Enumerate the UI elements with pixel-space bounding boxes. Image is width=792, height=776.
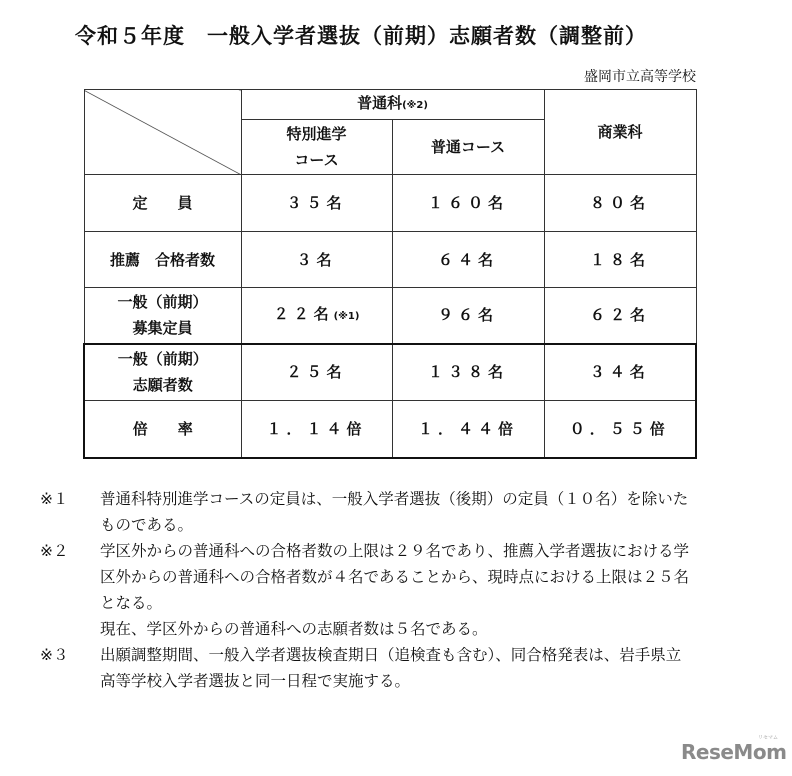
- header-special-line1: 特別進学: [286, 125, 347, 143]
- row-label: 推薦 合格者数: [84, 232, 241, 288]
- footnote-3: [40, 642, 770, 694]
- footnote-mark: ※３: [40, 646, 69, 664]
- cell-value: １８名: [544, 232, 696, 288]
- footnotes: [40, 486, 770, 694]
- header-special-line2: コース: [294, 151, 339, 169]
- footnote-line: 出願調整期間、一般入学者選抜検査期日（追検査も含む）、同合格発表は、岩手県立: [100, 646, 682, 664]
- footnote-line: ものである。: [100, 516, 194, 534]
- footnote-line: 現在、学区外からの普通科への志願者数は５名である。: [100, 620, 488, 638]
- cell-value: ３名: [241, 232, 392, 288]
- row-label: [84, 344, 241, 401]
- row-label-line1: 一般（前期）: [117, 293, 208, 312]
- school-name: 盛岡市立高等学校: [584, 69, 696, 85]
- logo-subtext: リセマム: [758, 735, 778, 741]
- cell-value: ９６名: [392, 288, 544, 344]
- cell-value: ０．５５倍: [544, 401, 696, 458]
- table-row: [84, 232, 696, 288]
- cell-value: １．１４倍: [241, 401, 392, 458]
- footnote-line: 高等学校入学者選抜と同一日程で実施する。: [100, 672, 411, 690]
- table-row-highlighted: [84, 344, 696, 401]
- cell-value: ２５名: [241, 344, 392, 401]
- header-regular-course: 普通コース: [392, 120, 544, 175]
- row-label: 倍 率: [84, 401, 241, 458]
- cell-value-text: ２２名: [273, 304, 334, 323]
- table-row: [84, 288, 696, 344]
- footnote-mark: ※１: [40, 490, 69, 508]
- row-label: [84, 288, 241, 344]
- cell-value: ３４名: [544, 344, 696, 401]
- cell-value: ８０名: [544, 175, 696, 232]
- header-special-course: [241, 120, 392, 175]
- corner-diagonal-cell: [84, 90, 241, 175]
- cell-value: [241, 288, 392, 344]
- cell-value: １．４４倍: [392, 401, 544, 458]
- cell-value: ６２名: [544, 288, 696, 344]
- header-general-label: 普通科: [357, 94, 403, 112]
- cell-value: １６０名: [392, 175, 544, 232]
- footnote-line: となる。: [100, 594, 163, 612]
- row-label-line2: 募集定員: [132, 319, 193, 338]
- footnote-line: 区外からの普通科への合格者数が４名であることから、現時点における上限は２５名: [100, 568, 690, 586]
- header-commerce: 商業科: [544, 90, 696, 175]
- resemom-logo: ReseMom: [681, 740, 787, 764]
- header-general-note: (※2): [402, 100, 428, 111]
- row-label-line2: 志願者数: [132, 376, 193, 395]
- page-title: 令和５年度 一般入学者選抜（前期）志願者数（調整前）: [75, 24, 647, 48]
- cell-value: １３８名: [392, 344, 544, 401]
- table-row: [84, 175, 696, 232]
- footnote-line: 普通科特別進学コースの定員は、一般入学者選抜（後期）の定員（１０名）を除いた: [100, 490, 689, 508]
- row-label: 定 員: [84, 175, 241, 232]
- row-label-line1: 一般（前期）: [117, 350, 208, 369]
- footnote-line: 学区外からの普通科への合格者数の上限は２９名であり、推薦入学者選抜における学: [100, 542, 690, 560]
- footnote-mark: ※２: [40, 542, 69, 560]
- footnote-2: [40, 538, 770, 642]
- cell-value: ６４名: [392, 232, 544, 288]
- header-general-course: [241, 90, 544, 120]
- footnote-1: [40, 486, 770, 538]
- cell-value: ３５名: [241, 175, 392, 232]
- table-row-highlighted: [84, 401, 696, 458]
- cell-note: (※1): [333, 310, 360, 322]
- applicants-table: [83, 89, 697, 459]
